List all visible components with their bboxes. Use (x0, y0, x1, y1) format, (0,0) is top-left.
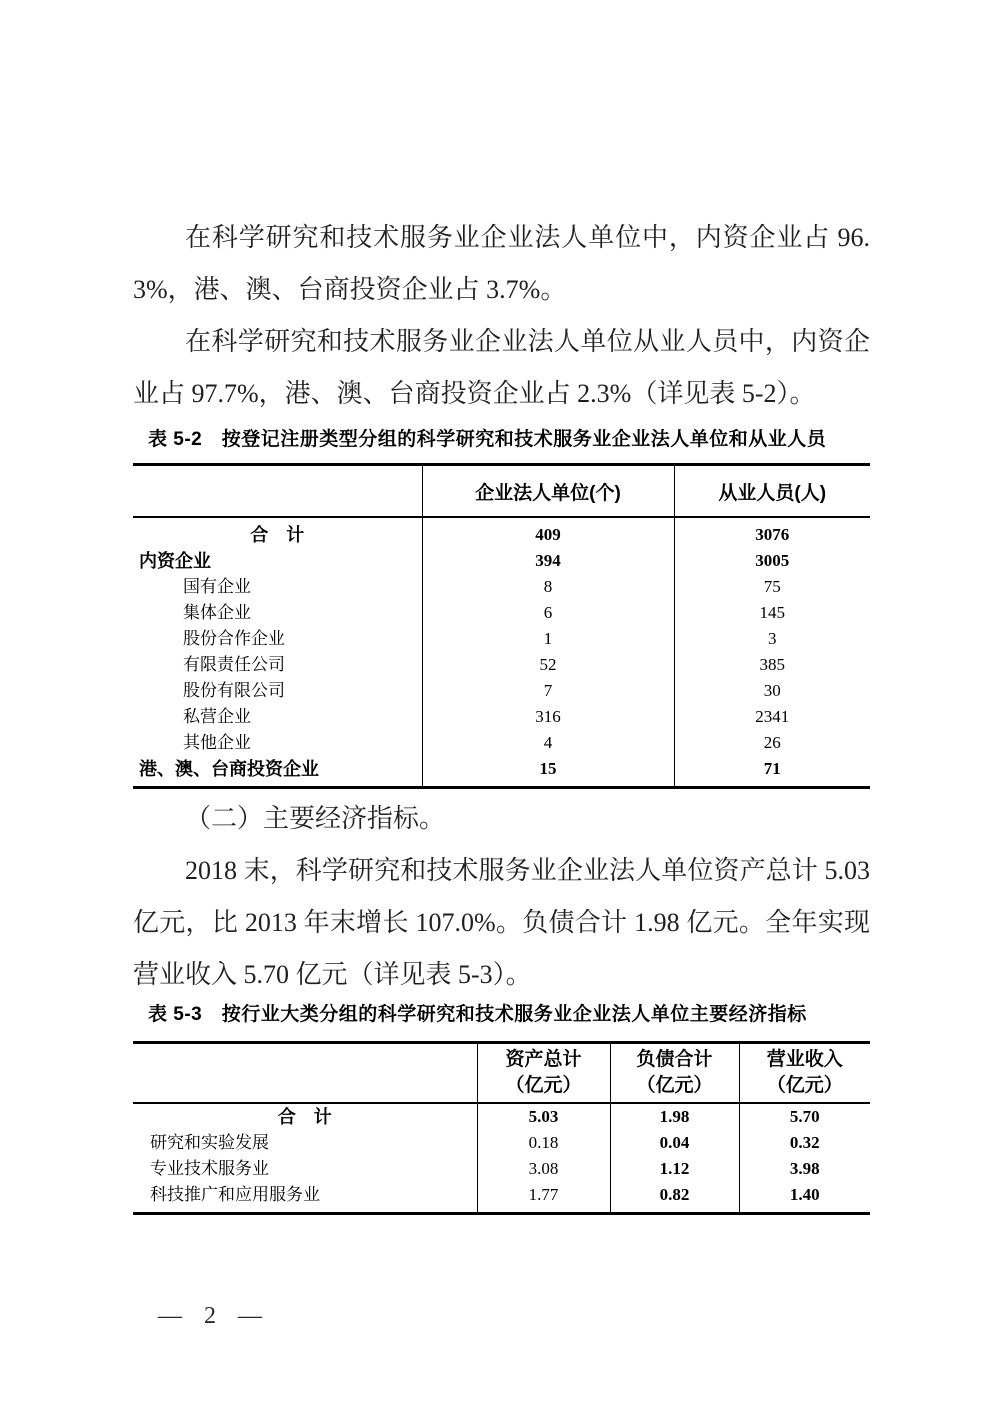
corner-cell (133, 465, 422, 518)
table-5-3-title: 表 5-3 按行业大类分组的科学研究和技术服务业企业法人单位主要经济指标 (148, 1004, 807, 1025)
table-5-3 (133, 1041, 870, 1215)
row-label-cell: 集体企业 (183, 603, 251, 622)
row-label-cell: 合 计 (277, 1107, 332, 1127)
column-header-staff: 从业人员(人) (674, 465, 870, 518)
row-label-cell: 内资企业 (139, 551, 211, 571)
liabilities-cell: 0.82 (610, 1182, 739, 1214)
revenue-cell: 5.70 (739, 1103, 870, 1130)
row-label-cell: 股份合作企业 (183, 629, 285, 648)
table-row-research-development (133, 1130, 870, 1156)
table-row-domestic (133, 548, 870, 574)
units-cell: 7 (422, 678, 674, 704)
revenue-cell: 1.40 (739, 1182, 870, 1214)
section-heading-economic-indicators: （二）主要经济指标。 (185, 804, 446, 833)
assets-cell: 3.08 (477, 1156, 610, 1182)
table-row-joint-stock-coop (133, 626, 870, 652)
staff-cell: 385 (674, 652, 870, 678)
row-label-cell: 有限责任公司 (183, 655, 285, 674)
table-row-private (133, 704, 870, 730)
staff-cell: 3076 (674, 517, 870, 548)
units-cell: 1 (422, 626, 674, 652)
units-cell: 8 (422, 574, 674, 600)
staff-cell: 145 (674, 600, 870, 626)
column-header-revenue-line2: （亿元） (766, 1075, 843, 1096)
assets-cell: 5.03 (477, 1103, 610, 1130)
column-header-revenue (739, 1043, 870, 1104)
liabilities-cell: 0.04 (610, 1130, 739, 1156)
row-label-cell: 专业技术服务业 (150, 1159, 269, 1178)
units-cell: 6 (422, 600, 674, 626)
row-label-cell: 科技推广和应用服务业 (150, 1185, 320, 1204)
assets-cell: 0.18 (477, 1130, 610, 1156)
table-5-2-title: 表 5-2 按登记注册类型分组的科学研究和技术服务业企业法人单位和从业人员 (148, 429, 827, 450)
table-row-hmt-invested (133, 756, 870, 788)
paragraph-employees-share: 在科学研究和技术服务业企业法人单位从业人员中，内资企业占 97.7%，港、澳、台商投资企业占 2.3%（详见表 5-2）。 (133, 327, 870, 408)
column-header-liabilities-line1: 负债合计 (636, 1049, 713, 1070)
units-cell: 15 (422, 756, 674, 788)
paragraph-economic-indicators: 2018 末，科学研究和技术服务业企业法人单位资产总计 5.03 亿元，比 2013 年末增长 107.0%。负债合计 1.98 亿元。全年实现营业收入 5.70 亿元（详见表 5-3）。 (133, 856, 870, 989)
units-cell: 394 (422, 548, 674, 574)
column-header-liabilities-line2: （亿元） (636, 1075, 713, 1096)
liabilities-cell: 1.98 (610, 1103, 739, 1130)
table-row-state-owned (133, 574, 870, 600)
column-header-revenue-line1: 营业收入 (766, 1049, 843, 1070)
table-5-2 (133, 463, 870, 789)
assets-cell: 1.77 (477, 1182, 610, 1214)
units-cell: 4 (422, 730, 674, 756)
table-row-collective (133, 600, 870, 626)
liabilities-cell: 1.12 (610, 1156, 739, 1182)
column-header-liabilities (610, 1043, 739, 1104)
row-label-cell: 国有企业 (183, 577, 251, 596)
table-row-shareholding (133, 678, 870, 704)
row-label-cell: 港、澳、台商投资企业 (139, 759, 319, 779)
table-row-total (133, 1103, 870, 1130)
units-cell: 316 (422, 704, 674, 730)
table-row-professional-services (133, 1156, 870, 1182)
table-row-other (133, 730, 870, 756)
staff-cell: 3005 (674, 548, 870, 574)
staff-cell: 30 (674, 678, 870, 704)
revenue-cell: 3.98 (739, 1156, 870, 1182)
units-cell: 52 (422, 652, 674, 678)
row-label-cell: 股份有限公司 (183, 681, 285, 700)
page-content (133, 212, 870, 1215)
staff-cell: 2341 (674, 704, 870, 730)
page-number: — 2 — (158, 1303, 270, 1329)
revenue-cell: 0.32 (739, 1130, 870, 1156)
table-header-row (133, 465, 870, 518)
row-label-cell: 研究和实验发展 (150, 1133, 269, 1152)
corner-cell (133, 1043, 477, 1104)
column-header-assets-line1: 资产总计 (505, 1049, 582, 1070)
paragraph-legal-units-share: 在科学研究和技术服务业企业法人单位中，内资企业占 96.3%，港、澳、台商投资企业占 3.7%。 (133, 223, 870, 304)
row-label-cell: 其他企业 (183, 733, 251, 752)
row-label-cell: 合 计 (250, 525, 305, 545)
staff-cell: 75 (674, 574, 870, 600)
units-cell: 409 (422, 517, 674, 548)
table-header-row (133, 1043, 870, 1104)
column-header-assets-line2: （亿元） (505, 1075, 582, 1096)
table-row-limited-liability (133, 652, 870, 678)
table-row-tech-promotion (133, 1182, 870, 1214)
column-header-assets (477, 1043, 610, 1104)
column-header-units: 企业法人单位(个) (422, 465, 674, 518)
staff-cell: 71 (674, 756, 870, 788)
table-row-total (133, 517, 870, 548)
staff-cell: 3 (674, 626, 870, 652)
staff-cell: 26 (674, 730, 870, 756)
row-label-cell: 私营企业 (183, 707, 251, 726)
